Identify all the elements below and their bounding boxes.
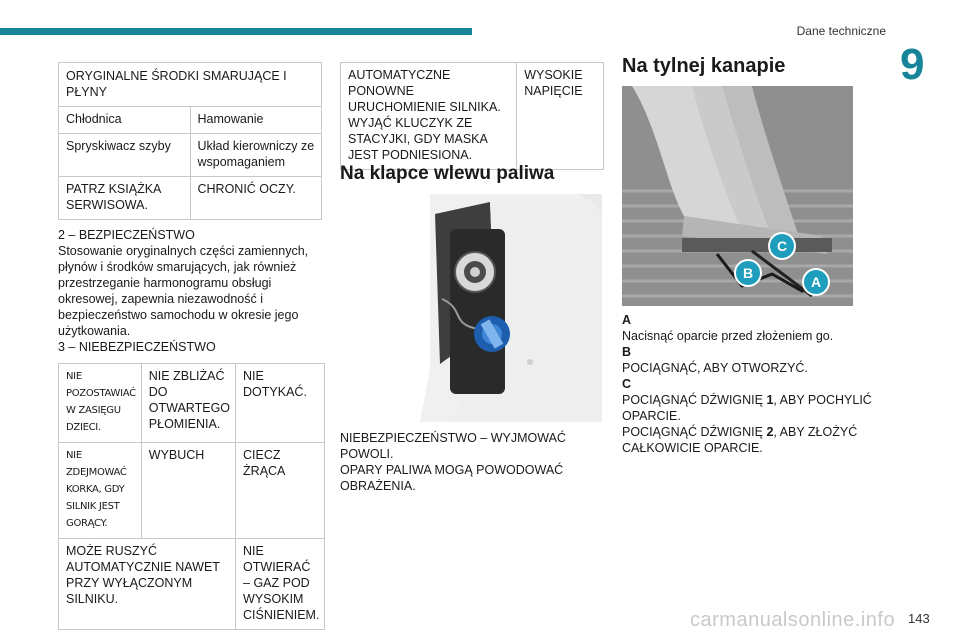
table-row — [59, 539, 325, 630]
table-cell: Hamowanie — [190, 107, 322, 134]
column-2 — [340, 62, 604, 493]
table-cell: NIE ZDEJMOWAĆ KORKA, GDY SILNIK JEST GORĄCY. — [59, 443, 142, 539]
item-text-b: POCIĄGNĄĆ, ABY OTWORZYĆ. — [622, 361, 808, 375]
table-row — [341, 63, 604, 170]
fluids-table — [58, 62, 322, 220]
table-cell: WYSOKIE NAPIĘCIE — [517, 63, 604, 170]
rear-bench-heading: Na tylnej kanapie — [622, 55, 786, 77]
header-accent-bar — [0, 28, 472, 35]
watermark: carmanualsonline.info — [690, 609, 896, 631]
table-cell: NIE POZOSTAWIAĆ W ZASIĘGU DZIECI. — [59, 364, 142, 443]
table-row — [59, 443, 325, 539]
table-cell: MOŻE RUSZYĆ AUTOMATYCZNIE NAWET PRZY WYŁĄCZONYM SILNIKU. — [59, 539, 236, 630]
item-text-c1: POCIĄGNĄĆ DŹWIGNIĘ 1, ABY POCHYLIĆ OPARCIE. — [622, 393, 872, 423]
page-number: 143 — [908, 611, 930, 626]
table-cell: AUTOMATYCZNE PONOWNE URUCHOMIENIE SILNIKA. WYJĄĆ KLUCZYK ZE STACYJKI, GDY MASKA JEST PODNIESIONA. — [341, 63, 517, 170]
label-c-badge — [769, 233, 795, 259]
table-cell: NIE OTWIERAĆ – GAZ POD WYSOKIM CIŚNIENIEM. — [236, 539, 325, 630]
svg-text:A: A — [810, 274, 822, 290]
chapter-number: 9 — [900, 40, 925, 89]
item-text-c2: POCIĄGNĄĆ DŹWIGNIĘ 2, ABY ZŁOŻYĆ CAŁKOWICIE OPARCIE. — [622, 425, 858, 455]
table-row — [59, 177, 322, 220]
table-cell: NIE DOTYKAĆ. — [236, 364, 325, 443]
table-row — [59, 364, 325, 443]
fluids-table-header: ORYGINALNE ŚRODKI SMARUJĄCE I PŁYNY — [59, 63, 322, 107]
table-cell: WYBUCH — [141, 443, 235, 539]
table-row — [59, 134, 322, 177]
rear-bench-image — [622, 86, 853, 306]
svg-text:B: B — [742, 265, 754, 281]
label-a-badge — [803, 269, 829, 295]
danger-title: 3 – NIEBEZPIECZEŃSTWO — [58, 340, 216, 354]
table-row — [59, 107, 322, 134]
danger-table — [58, 363, 325, 630]
column-1 — [58, 62, 322, 630]
fuel-warning-line1: NIEBEZPIECZEŃSTWO – WYJMOWAĆ POWOLI. — [340, 431, 566, 461]
item-text-a: Nacisnąć oparcie przed złożeniem go. — [622, 329, 834, 343]
table-cell: PATRZ KSIĄŻKA SERWISOWA. — [59, 177, 191, 220]
fuel-flap-text — [340, 430, 604, 494]
fuel-warning-line2: OPARY PALIWA MOGĄ POWODOWAĆ OBRAŻENIA. — [340, 463, 564, 493]
item-letter-a: A — [622, 313, 632, 327]
table-cell: Układ kierowniczy ze wspomaganiem — [190, 134, 322, 177]
item-letter-c: C — [622, 377, 632, 391]
fuel-cap-image — [420, 194, 602, 422]
table-cell: Chłodnica — [59, 107, 191, 134]
section-title: Dane techniczne — [796, 24, 886, 38]
table-cell: Spryskiwacz szyby — [59, 134, 191, 177]
fuel-flap-heading: Na klapce wlewu paliwa — [340, 163, 555, 184]
table-cell: CHRONIĆ OCZY. — [190, 177, 322, 220]
engine-warning-table — [340, 62, 604, 170]
table-cell: CIECZ ŻRĄCA — [236, 443, 325, 539]
rear-bench-instructions — [622, 312, 872, 456]
table-cell: NIE ZBLIŻAĆ DO OTWARTEGO PŁOMIENIA. — [141, 364, 235, 443]
safety-title: 2 – BEZPIECZEŃSTWO — [58, 228, 195, 242]
safety-paragraph: Stosowanie oryginalnych części zamiennych, płynów i środków smarujących, jak również przestrzeganie harmonogramu obsługi okresowej, zapewnia niezawodność i bezpieczeństwo samochodu w okresie jego użytkowania. — [58, 244, 309, 338]
label-b-badge — [735, 260, 761, 286]
item-letter-b: B — [622, 345, 632, 359]
svg-text:C: C — [776, 238, 788, 254]
